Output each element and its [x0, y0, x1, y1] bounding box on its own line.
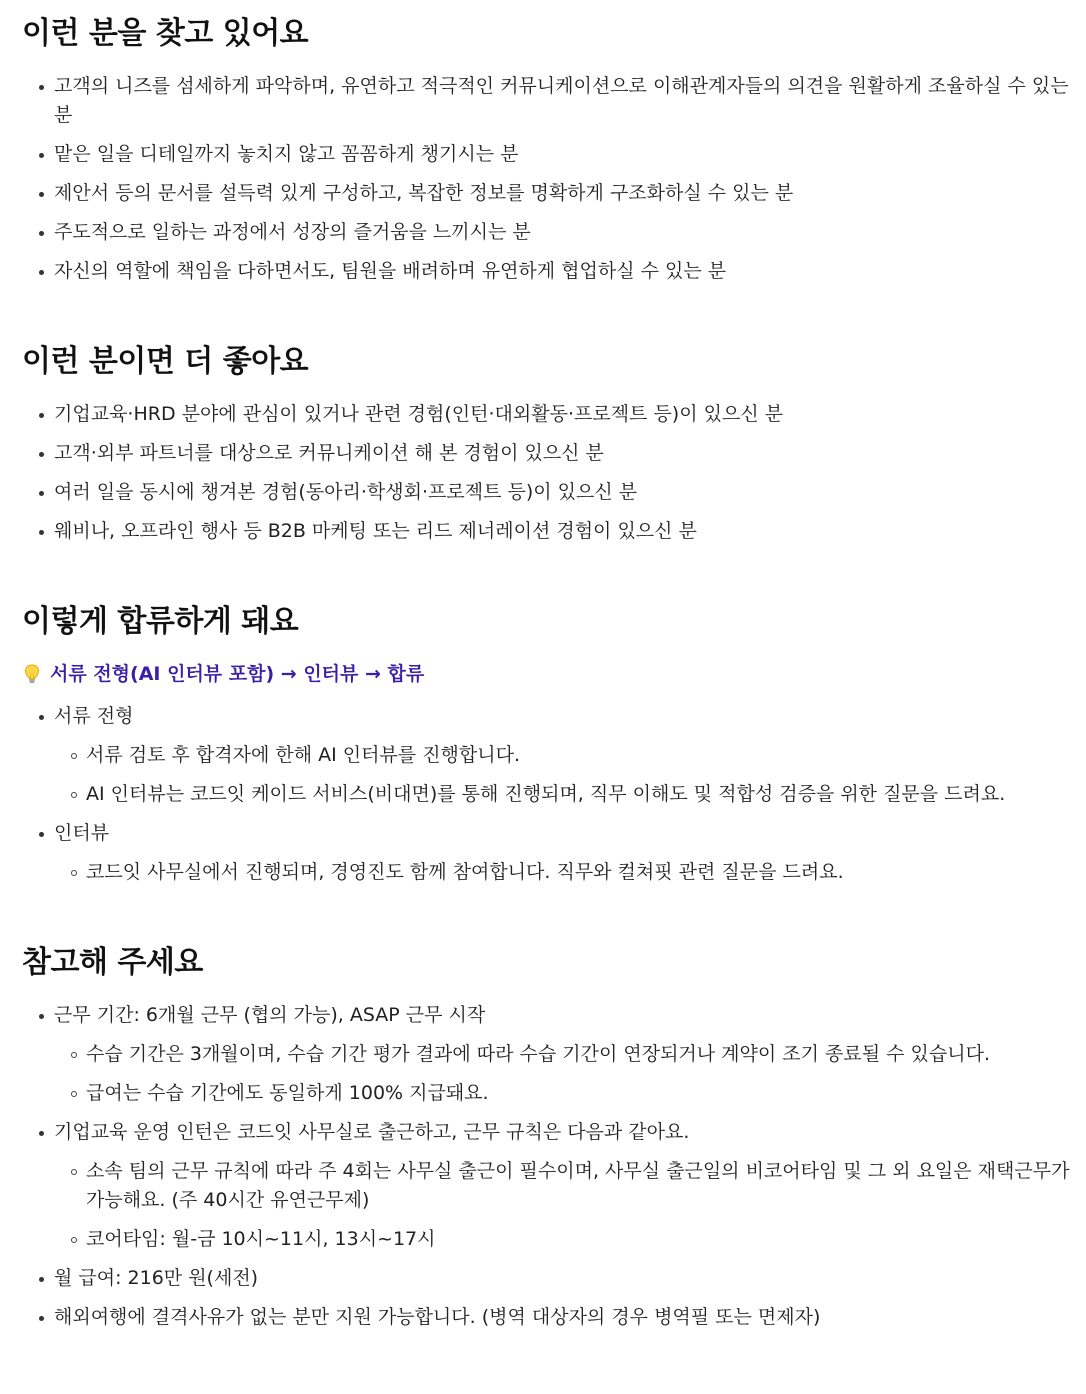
list-item — [22, 179, 1070, 208]
sub-list-item — [54, 741, 1070, 770]
bullet-dot — [39, 715, 44, 720]
bullet-dot — [39, 192, 44, 197]
list-item-text: 월 급여: 216만 원(세전) — [54, 1267, 259, 1289]
bullet-dot — [39, 153, 44, 158]
list-item-text: 고객의 니즈를 섬세하게 파악하며, 유연하고 적극적인 커뮤니케이션으로 이해관계자들의 의견을 원활하게 조율하실 수 있는 분 — [54, 75, 1069, 126]
hollow-bullet — [71, 792, 77, 798]
bullet-list — [22, 1001, 1070, 1332]
process-callout — [22, 660, 1070, 688]
sub-list-item — [54, 1157, 1070, 1215]
sub-list-item — [54, 1079, 1070, 1108]
list-item — [22, 819, 1070, 887]
list-item — [22, 1264, 1070, 1293]
list-item-text: 여러 일을 동시에 챙겨본 경험(동아리·학생회·프로젝트 등)이 있으신 분 — [54, 481, 638, 503]
sub-list-item — [54, 858, 1070, 887]
section-hiring-process — [22, 602, 1070, 887]
list-item — [22, 702, 1070, 809]
bullet-dot — [39, 491, 44, 496]
list-item — [22, 140, 1070, 169]
bullet-dot — [39, 231, 44, 236]
sub-list-item-text: 급여는 수습 기간에도 동일하게 100% 지급돼요. — [86, 1082, 489, 1104]
list-item — [22, 257, 1070, 286]
bullet-dot — [39, 270, 44, 275]
lightbulb-icon — [22, 661, 44, 687]
process-steps: 서류 전형(AI 인터뷰 포함) → 인터뷰 → 합류 — [50, 663, 425, 685]
section-preferred — [22, 342, 1070, 546]
bullet-list — [22, 400, 1070, 546]
hollow-bullet — [71, 1237, 77, 1243]
bullet-dot — [39, 413, 44, 418]
section-heading: 이런 분이면 더 좋아요 — [22, 344, 309, 379]
hollow-bullet — [71, 753, 77, 759]
list-item — [22, 72, 1070, 130]
list-item — [22, 478, 1070, 507]
bullet-list — [22, 702, 1070, 887]
sub-list-item — [54, 780, 1070, 809]
list-item-text: 서류 전형 — [54, 705, 134, 727]
bullet-dot — [39, 1014, 44, 1019]
list-item-text: 맡은 일을 디테일까지 놓치지 않고 꼼꼼하게 챙기시는 분 — [54, 143, 519, 165]
list-item-text: 해외여행에 결격사유가 없는 분만 지원 가능합니다. (병역 대상자의 경우 병역필 또는 면제자) — [54, 1306, 821, 1328]
list-item-text: 웨비나, 오프라인 행사 등 B2B 마케팅 또는 리드 제너레이션 경험이 있으신 분 — [54, 520, 697, 542]
sub-list-item-text: 서류 검토 후 합격자에 한해 AI 인터뷰를 진행합니다. — [86, 744, 520, 766]
sub-bullet-list — [54, 741, 1070, 809]
list-item-text: 주도적으로 일하는 과정에서 성장의 즐거움을 느끼시는 분 — [54, 221, 531, 243]
list-item — [22, 1118, 1070, 1254]
list-item-text: 기업교육 운영 인턴은 코드잇 사무실로 출근하고, 근무 규칙은 다음과 같아요. — [54, 1121, 690, 1143]
bullet-dot — [39, 1131, 44, 1136]
list-item — [22, 218, 1070, 247]
bullet-dot — [39, 85, 44, 90]
bullet-dot — [39, 832, 44, 837]
bullet-dot — [39, 530, 44, 535]
sub-bullet-list — [54, 858, 1070, 887]
list-item — [22, 439, 1070, 468]
list-item-text: 자신의 역할에 책임을 다하면서도, 팀원을 배려하며 유연하게 협업하실 수 있는 분 — [54, 260, 727, 282]
list-item — [22, 517, 1070, 546]
bullet-dot — [39, 452, 44, 457]
list-item-text: 기업교육·HRD 분야에 관심이 있거나 관련 경험(인턴·대외활동·프로젝트 등)이 있으신 분 — [54, 403, 784, 425]
section-heading: 참고해 주세요 — [22, 945, 203, 980]
sub-list-item — [54, 1225, 1070, 1254]
sub-bullet-list — [54, 1157, 1070, 1254]
sub-list-item-text: 코어타임: 월-금 10시~11시, 13시~17시 — [86, 1228, 436, 1250]
bullet-dot — [39, 1316, 44, 1321]
hollow-bullet — [71, 1091, 77, 1097]
list-item — [22, 1001, 1070, 1108]
section-looking-for — [22, 14, 1070, 286]
hollow-bullet — [71, 1052, 77, 1058]
list-item-text: 근무 기간: 6개월 근무 (협의 가능), ASAP 근무 시작 — [54, 1004, 486, 1026]
section-heading: 이런 분을 찾고 있어요 — [22, 16, 309, 51]
bullet-list — [22, 72, 1070, 286]
bullet-dot — [39, 1277, 44, 1282]
hollow-bullet — [71, 1169, 77, 1175]
sub-list-item-text: 코드잇 사무실에서 진행되며, 경영진도 함께 참여합니다. 직무와 컬쳐핏 관련 질문을 드려요. — [86, 861, 844, 883]
list-item — [22, 1303, 1070, 1332]
list-item-text: 제안서 등의 문서를 설득력 있게 구성하고, 복잡한 정보를 명확하게 구조화하실 수 있는 분 — [54, 182, 794, 204]
section-notes — [22, 943, 1070, 1332]
section-heading: 이렇게 합류하게 돼요 — [22, 604, 299, 639]
sub-list-item-text: 소속 팀의 근무 규칙에 따라 주 4회는 사무실 출근이 필수이며, 사무실 출근일의 비코어타임 및 그 외 요일은 재택근무가 가능해요. (주 40시간 유연근무제) — [86, 1160, 1070, 1211]
sub-list-item-text: AI 인터뷰는 코드잇 케이드 서비스(비대면)를 통해 진행되며, 직무 이해도 및 적합성 검증을 위한 질문을 드려요. — [86, 783, 1006, 805]
list-item-text: 고객·외부 파트너를 대상으로 커뮤니케이션 해 본 경험이 있으신 분 — [54, 442, 604, 464]
sub-bullet-list — [54, 1040, 1070, 1108]
sub-list-item-text: 수습 기간은 3개월이며, 수습 기간 평가 결과에 따라 수습 기간이 연장되거나 계약이 조기 종료될 수 있습니다. — [86, 1043, 990, 1065]
sub-list-item — [54, 1040, 1070, 1069]
list-item-text: 인터뷰 — [54, 822, 110, 844]
hollow-bullet — [71, 870, 77, 876]
list-item — [22, 400, 1070, 429]
